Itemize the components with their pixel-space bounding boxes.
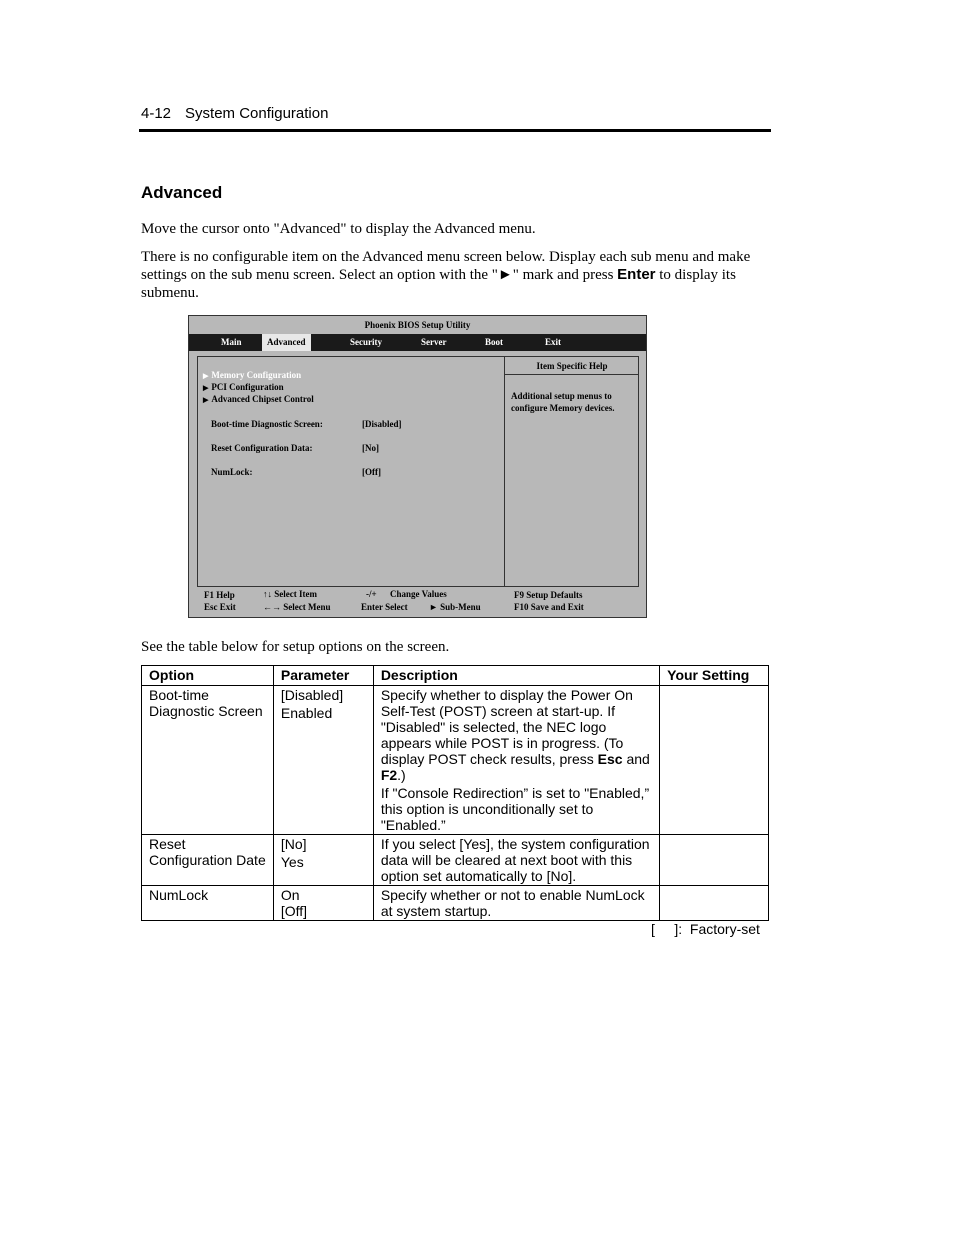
bios-tab-boot[interactable]: Boot — [485, 337, 503, 347]
cell-parameter: On [Off] — [273, 886, 373, 921]
header-parameter: Parameter — [273, 666, 373, 686]
intro-paragraph-2 — [141, 248, 761, 302]
page-number: 4-12 — [141, 105, 172, 122]
bios-tab-server[interactable]: Server — [421, 337, 447, 347]
bios-submenu-pci-configuration[interactable]: ▶ PCI Configuration — [203, 382, 284, 392]
bios-help-separator — [505, 374, 639, 375]
submenu-arrow-icon: ▶ — [203, 372, 209, 380]
header-your-setting: Your Setting — [660, 666, 769, 686]
bios-key-enter-select: Enter Select — [361, 602, 408, 612]
enter-key-label: Enter — [617, 266, 656, 283]
bios-menu-bar — [189, 334, 646, 351]
cell-description: Specify whether to display the Power On Self-Test (POST) screen at start-up. If "Disabled" is selected, the NEC logo appears while POST is in progress. (To display POST check results, press Esc and F2.) If "Console Redirection” is set to "Enabled,” this option is unconditionally set to "Enabled.” — [373, 686, 659, 835]
cell-option: Boot-time Diagnostic Screen — [142, 686, 274, 835]
bios-submenu-memory-configuration[interactable]: ▶ Memory Configuration — [203, 370, 302, 380]
cell-parameter: [No] Yes — [273, 835, 373, 886]
bios-key-setup-defaults: F9 Setup Defaults — [514, 590, 583, 600]
bios-key-help: F1 Help — [204, 590, 235, 600]
bios-key-select-item: ↑↓ Select Item — [263, 589, 317, 599]
cell-option: NumLock — [142, 886, 274, 921]
submenu-arrow-icon: ▶ — [203, 384, 209, 392]
bios-setting-label: Boot-time Diagnostic Screen: — [211, 419, 323, 429]
bios-setting-value[interactable]: [Disabled] — [362, 419, 402, 429]
bios-key-exit: Esc Exit — [204, 602, 236, 612]
intro-paragraph-1: Move the cursor onto "Advanced" to display the Advanced menu. — [141, 221, 536, 237]
bios-screenshot — [188, 315, 647, 618]
bios-submenu-advanced-chipset-control[interactable]: ▶ Advanced Chipset Control — [203, 394, 314, 404]
table-row — [142, 686, 769, 835]
factory-set-footnote: [ ]: Factory-set — [651, 921, 760, 937]
bios-key-sub-menu: ► Sub-Menu — [429, 602, 481, 612]
section-title: Advanced — [141, 183, 223, 202]
bios-tab-main[interactable]: Main — [221, 337, 242, 347]
header-rule — [139, 129, 771, 132]
bios-key-change-values: Change Values — [390, 589, 447, 599]
table-row — [142, 835, 769, 886]
bios-key-select-menu: ←→ Select Menu — [263, 602, 331, 612]
bios-tab-exit[interactable]: Exit — [545, 337, 562, 347]
bios-setting-value[interactable]: [Off] — [362, 467, 381, 477]
cell-option: Reset Configuration Date — [142, 835, 274, 886]
header-option: Option — [142, 666, 274, 686]
cell-parameter: [Disabled] Enabled — [273, 686, 373, 835]
table-header-row — [142, 666, 769, 686]
bios-help-text: Additional setup menus to configure Memory devices. — [511, 391, 615, 413]
bios-tab-advanced[interactable]: Advanced — [262, 334, 311, 351]
chapter-title: System Configuration — [185, 105, 329, 122]
page-header — [141, 105, 328, 122]
bios-tab-security[interactable]: Security — [350, 337, 382, 347]
table-row — [142, 886, 769, 921]
cell-your-setting[interactable] — [660, 886, 769, 921]
submenu-arrow-icon: ▶ — [203, 396, 209, 404]
setup-options-table — [141, 665, 769, 921]
bios-panel-divider — [504, 356, 505, 587]
bios-key-plus-minus: -/+ — [366, 589, 377, 599]
intro-text-1: There is no configurable item on the Advanced menu screen below. Display each sub menu and make settings on the sub menu screen. Select an option with the "►" mark and press — [141, 249, 751, 283]
bios-help-title: Item Specific Help — [536, 361, 608, 371]
bios-key-save-exit: F10 Save and Exit — [514, 602, 584, 612]
bios-title: Phoenix BIOS Setup Utility — [364, 320, 471, 330]
cell-your-setting[interactable] — [660, 686, 769, 835]
bios-setting-label: Reset Configuration Data: — [211, 443, 313, 453]
table-intro-text: See the table below for setup options on the screen. — [141, 639, 450, 655]
cell-your-setting[interactable] — [660, 835, 769, 886]
header-description: Description — [373, 666, 659, 686]
bios-setting-value[interactable]: [No] — [362, 443, 379, 453]
intro-text-2: to display its submenu. — [141, 267, 736, 301]
bios-setting-label: NumLock: — [211, 467, 253, 477]
cell-description: Specify whether or not to enable NumLock at system startup. — [373, 886, 659, 921]
cell-description: If you select [Yes], the system configuration data will be cleared at next boot with this option set automatically to [No]. — [373, 835, 659, 886]
